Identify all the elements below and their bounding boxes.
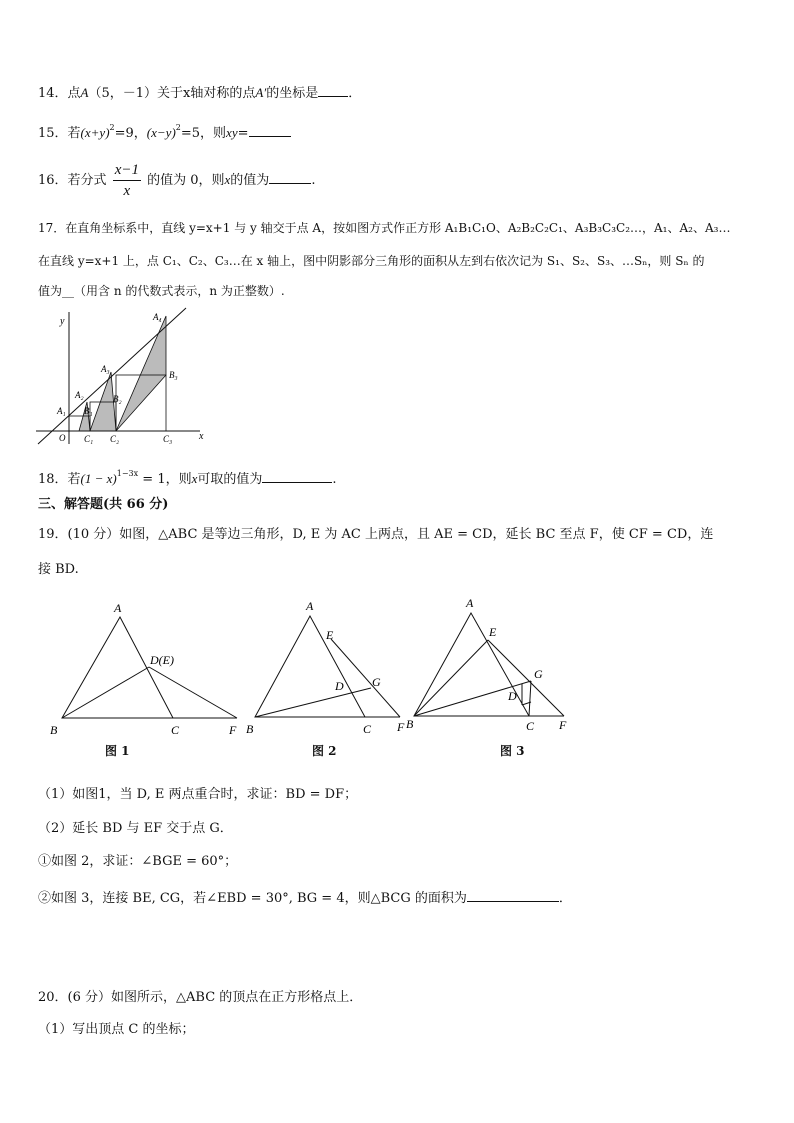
label-G: G [372,675,381,689]
label-C1: C₁ [84,434,94,444]
label-G: G [534,667,543,681]
label-A: A [114,601,122,615]
label-A: A [466,596,474,610]
label-F: F [397,720,405,734]
label-D: D [508,689,517,703]
question-20-part-1: （1）写出顶点 C 的坐标； [38,1022,195,1037]
label-F: F [229,723,237,736]
label-B: B [50,723,58,736]
label-B2: B₂ [113,394,122,404]
answer-blank [318,83,348,97]
answer-blank [269,170,311,184]
figure-1-caption: 图 1 [105,744,130,758]
figure-19-1 [48,600,248,736]
label-DE: D(E) [150,653,174,667]
question-19-line-1: 19．(10 分）如图，△ABC 是等边三角形，D, E 为 AC 上两点，且 AE = CD，延长 BC 至点 F，使 CF = CD，连 [38,527,714,542]
label-F: F [559,718,567,732]
question-16: 16．若分式 $\frac{x-1}{x}$ 的值为 0，则x的值为 . [38,162,316,199]
label-A3: A₃ [101,364,110,374]
question-17-line-2: 在直线 y=x+1 上，点 C₁、C₂、C₃…在 x 轴上，图中阴影部分三角形的面积从左到右依次记为 S₁、S₂、S₃、…Sₙ，则 Sₙ 的 [38,254,705,268]
label-E: E [489,625,497,639]
question-14: 14．点A（5，－1）关于x轴对称的点A′的坐标是 ． [38,85,362,101]
answer-blank [467,888,559,902]
question-19-line-2: 接 BD. [38,562,79,577]
label-C: C [171,723,180,736]
label-E: E [326,628,334,642]
label-C: C [363,722,372,736]
figure-19-3 [404,594,588,734]
question-15: 15．若$(x+y)^2=9$，$(x-y)^2=5$，则xy= [38,119,291,143]
question-19-sub-1: ①如图 2，求证：∠BGE = 60°； [38,854,238,869]
section-title: 三、解答题(共 66 分) [38,497,169,512]
figure-19-2 [240,597,420,737]
figure-2-caption: 图 2 [312,744,337,758]
label-B1: B₁ [84,406,93,416]
label-C: C [526,719,535,733]
question-18: 18．若$(1 - x)^{1-3x} = 1$，则x可取的值为 . [38,469,337,487]
label-A: A [306,599,314,613]
label-C2: C₂ [110,434,120,444]
question-20-line-1: 20．(6 分）如图所示，△ABC 的顶点在正方形格点上． [38,990,363,1005]
fraction: $\frac{x-1}{x}$ [114,162,139,199]
axis-label-y: y [60,316,65,327]
question-19-sub-2: ②如图 3，连接 BE, CG，若∠EBD = 30°, BG = 4，则△BCG 的面积为 ． [38,888,572,908]
label-C3: C₃ [163,434,173,444]
label-A4: A₄ [153,312,162,322]
figure-3-caption: 图 3 [500,744,525,758]
question-19-part-2: （2）延长 BD 与 EF 交于点 G． [38,821,233,836]
label-B: B [406,717,414,731]
axis-label-x: x [199,431,204,442]
question-19-part-1: （1）如图1，当 D, E 两点重合时，求证：BD = DF； [38,787,358,802]
question-17-line-3: 值为__（用含 n 的代数式表示，n 为正整数）. [38,284,285,298]
label-B: B [246,722,254,736]
label-B3: B₃ [169,370,178,380]
label-O: O [59,433,66,443]
question-17-line-1: 17．在直角坐标系中，直线 y=x+1 与 y 轴交于点 A，按如图方式作正方形 A₁B₁C₁O、A₂B₂C₂C₁、A₃B₃C₃C₂…，A₁、A₂、A₃… [38,221,731,235]
label-A2: A₂ [75,390,84,400]
label-A1: A₁ [57,406,66,416]
label-D: D [335,679,344,693]
answer-blank [262,469,332,483]
figure-q17-squares [36,306,212,448]
answer-blank [249,123,291,137]
